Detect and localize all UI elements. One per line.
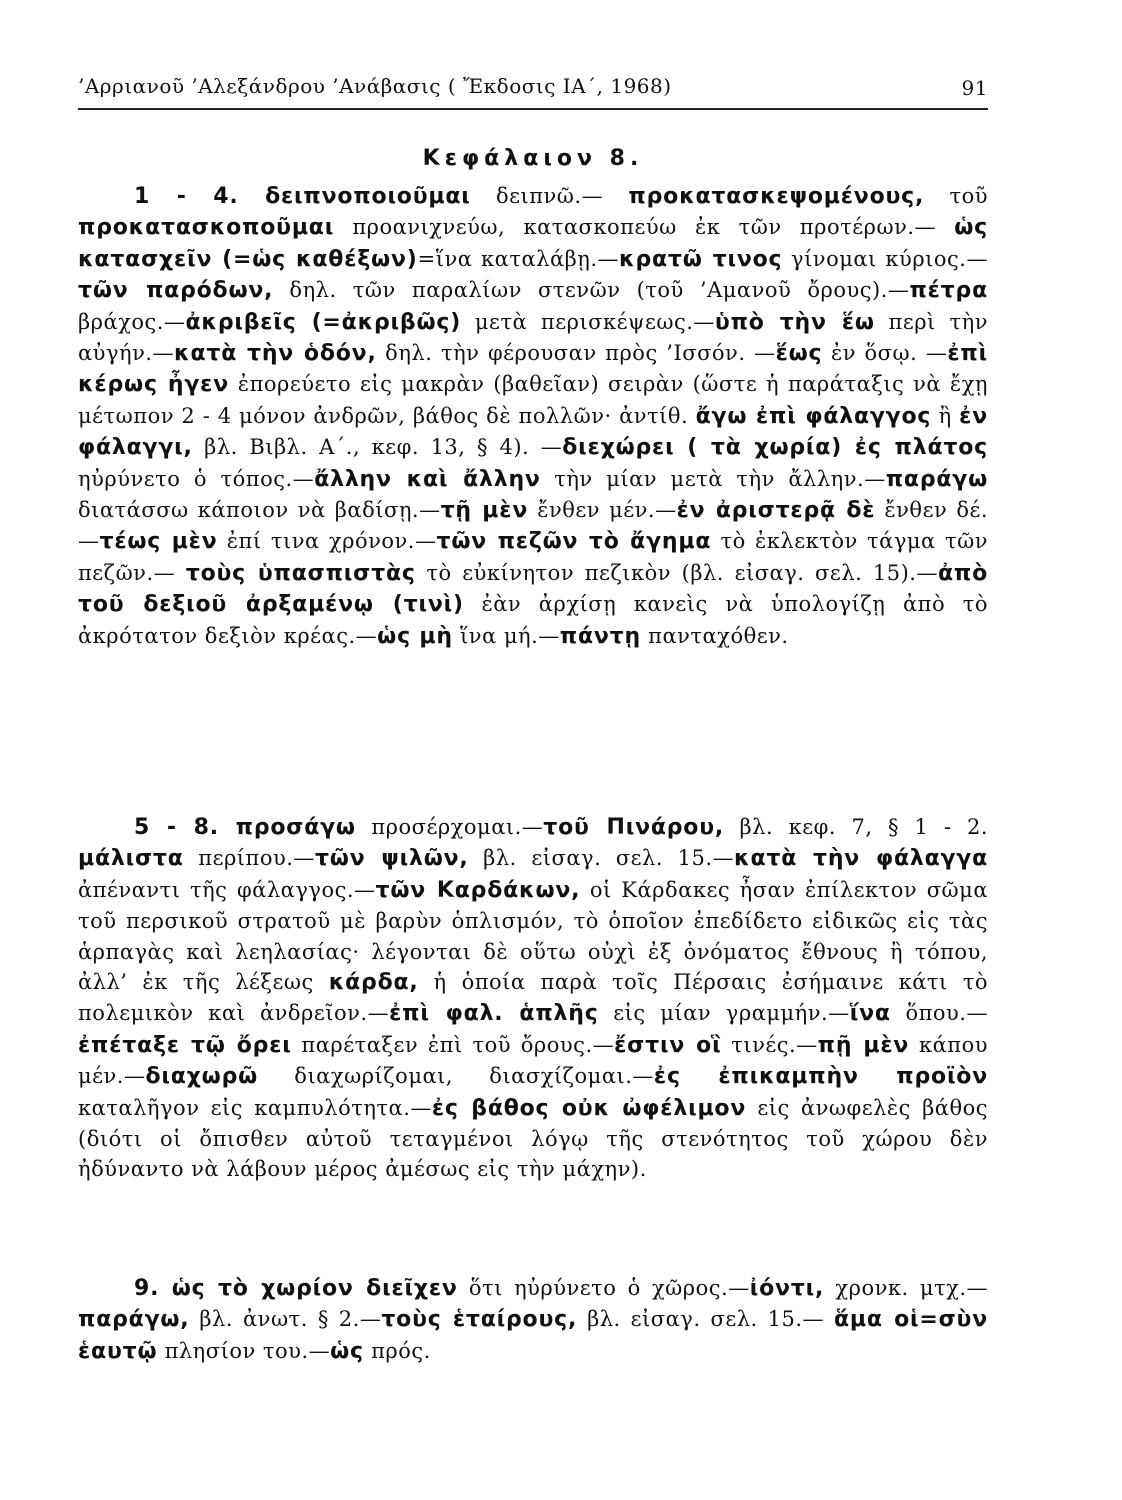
lemma-term: μάλιστα [78,846,184,872]
gloss-text: τοῦ [924,184,988,208]
gloss-text: βράχος.— [78,309,186,334]
lemma-term: κατὰ τὴν ὁδόν, [174,341,377,367]
gloss-text: οἱ Κάρδακες ἦσαν ἐπίλεκτον σῶμα τοῦ περσικοῦ στρατοῦ μὲ βαρὺν ὁπλισμόν, τὸ ὁποῖον ἐπεδίδετο εἰδικῶς εἰς τὰς ἁρπαγὰς καὶ λεηλασίας· λέγονται δὲ οὕτω οὐχὶ ἐξ ὀνόματος ἔθνους ἢ τόπου, ἀλλ’ ἐκ τῆς λέξεως [78,877,989,995]
gloss-text: περὶ τὴν αὐγήν.— [78,309,988,366]
lemma-term: τέως μὲν [99,529,218,555]
gloss-text: κάπου μέν.— [78,1032,989,1089]
lemma-term: ἄγω ἐπὶ φάλαγγος [695,403,932,429]
gloss-text: ἢ [931,403,960,428]
gloss-text: ἐπορεύετο εἰς μακρὰν (βαθεῖαν) σειρὰν (ὥστε ἡ παράταξις νὰ ἔχῃ μέτωπον 2 - 4 μόνον ἀνδρῶν, βάθος δὲ πολλῶν· ἀντίθ. [78,372,988,428]
commentary-paragraph [78,181,988,652]
lemma-term: τοὺς ἑταίρους, [381,1307,578,1333]
gloss-text: ἔνθεν μέν.— [528,498,677,523]
gloss-text: ἀπέναντι τῆς φάλαγγος.— [78,877,376,902]
lemma-term: πέτρα [909,278,988,304]
lemma-term: προκατασκοποῦμαι [78,215,335,241]
lemma-term: τῶν παρόδων, [78,278,274,304]
gloss-text: βλ. εἰσαγ. σελ. 15.— [468,846,735,871]
gloss-text: βλ. Βιβλ. Α΄., κεφ. 13, § 4). — [192,435,563,460]
gloss-text: προσέρχομαι.— [355,815,544,839]
gloss-text: πλησίον του.— [157,1338,331,1363]
lemma-term: κάρδα, [328,970,419,996]
lemma-term: 9. ὡς τὸ χωρίον διεῖχεν [134,1276,458,1301]
lemma-term: τῶν ψιλῶν, [314,846,469,872]
lemma-term: ἐπέταξε τῷ ὄρει [78,1032,292,1058]
lemma-term: πῇ μὲν [817,1032,910,1058]
gloss-text: εἰς ἀνωφελὲς βάθος (διότι οἱ ὄπισθεν αὐτοῦ τεταγμένοι λόγῳ τῆς στενότητος τοῦ χώρου δὲν ἠδύναντο νὰ λάβουν μέρος ἀμέσως εἰς τὴν μάχην). [78,1095,988,1182]
gloss-text: ὅπου.— [890,1001,988,1026]
lemma-term: ἵνα [849,1001,891,1027]
gloss-text: ηὐρύνετο ὁ τόπος.— [78,466,315,491]
lemma-term: διαχωρῶ [145,1064,259,1090]
gloss-text: βλ. ἀνωτ. § 2.— [189,1307,382,1332]
lemma-term: ὡς κατασχεῖν (=ὡς καθέξων) [78,215,988,272]
running-title: ’Αρριανοῦ ’Αλεξάνδρου ’Ανάβασις ( Ἔκδοσις ΙΑ΄, 1968) [78,74,672,98]
lemma-term: ἕως [775,341,823,367]
lemma-term: τοὺς ὑπασπιστὰς [185,560,416,586]
lemma-term: ἔστιν οἳ [614,1032,722,1058]
commentary-paragraph [78,1273,988,1367]
gloss-text: βλ. εἰσαγ. σελ. 15.— [577,1307,835,1332]
gloss-text: χρονκ. μτχ.— [824,1276,988,1300]
gloss-text: τὸ εὐκίνητον πεζικὸν (βλ. εἰσαγ. σελ. 15).— [415,560,938,585]
lemma-term: ἄλλην καὶ ἄλλην [314,466,541,492]
lemma-term: προκατασκεψομένους, [628,184,925,209]
lemma-term: ἐπὶ φαλ. ἁπλῆς [389,1001,599,1027]
lemma-term: πάντῃ [559,623,641,649]
lemma-term: ὡς μὴ [377,623,453,649]
gloss-text: μετὰ περισκέψεως.— [461,309,715,334]
gloss-text: πανταχόθεν. [641,623,789,648]
lemma-term: ἐν ἀριστερᾷ δὲ [676,498,876,524]
gloss-text: ἔνθεν δέ.— [78,498,989,554]
gloss-text: γίνομαι κύριος.— [782,246,988,271]
gloss-text: παρέταξεν ἐπὶ τοῦ ὄρους.— [291,1032,615,1057]
lemma-term: διεχώρει ( τὰ χωρία) ἐς πλάτος [562,435,988,461]
commentary-paragraph [78,812,988,1185]
lemma-term: παράγω [885,466,988,492]
gloss-text: τὸ ἐκλεκτὸν τάγμα τῶν πεζῶν.— [78,529,988,585]
gloss-text: δειπνῶ.— [470,184,629,208]
gloss-text: ἐπί τινα χρόνον.— [217,529,437,554]
lemma-term: ἐς ἐπικαμπὴν προϊὸν [653,1064,988,1090]
gloss-text: ἵνα μή.— [452,623,560,648]
lemma-term: ὑπὸ τὴν ἕω [714,309,875,335]
gloss-text: ἡ ὁποία παρὰ τοῖς Πέρσαις ἐσήμαινε κάτι τὸ πολεμικὸν καὶ ἀνδρεῖον.— [78,970,988,1026]
lemma-term: ἐπὶ κέρως ἦγεν [78,341,989,398]
lemma-term: ἀπὸ τοῦ δεξιοῦ ἀρξαμένῳ (τινὶ) [78,560,988,618]
lemma-term: 5 - 8. προσάγω [134,815,356,840]
gloss-text: δηλ. τῶν παραλίων στενῶν (τοῦ ’Αμανοῦ ὄρους).— [273,278,910,303]
lemma-term: τοῦ Πινάρου, [543,815,725,840]
page-number: 91 [961,76,988,100]
gloss-text: ἐν ὅσῳ. — [822,341,948,366]
gloss-text: τὴν μίαν μετὰ τὴν ἄλλην.— [540,466,886,491]
gloss-text: περίπου.— [183,846,315,871]
gloss-text: δηλ. τὴν φέρουσαν πρὸς ’Ισσόν. — [376,341,776,366]
lemma-term: κρατῶ τινος [619,246,783,272]
running-header [78,70,988,110]
lemma-term: ἰόντι, [749,1276,825,1301]
gloss-text: ἐὰν ἀρχίσῃ κανεὶς νὰ ὑπολογίζῃ ἀπὸ τὸ ἀκρότατον δεξιὸν κρέας.— [78,592,988,648]
chapter-title: Κεφάλαιον 8. [422,146,644,171]
lemma-term: τῶν Καρδάκων, [375,877,581,903]
gloss-text: ὅτι ηὐρύνετο ὁ χῶρος.— [457,1276,750,1300]
lemma-term: ἅμα οἱ=σὺν ἑαυτῷ [78,1307,988,1364]
gloss-text: πρός. [363,1338,431,1363]
lemma-term: ἀκριβεῖς (=ἀκριβῶς) [185,309,462,335]
lemma-term: τῇ μὲν [440,498,529,524]
gloss-text: =ἵνα καταλάβῃ.— [417,246,620,271]
gloss-text: διατάσσω κάποιον νὰ βαδίσῃ.— [78,498,441,523]
lemma-term: κατὰ τὴν φάλαγγα [734,846,989,872]
lemma-term: παράγω, [78,1307,190,1333]
gloss-text: διαχωρίζομαι, διασχίζομαι.— [258,1064,654,1089]
gloss-text: τινές.— [721,1032,818,1057]
lemma-term: ἐν φάλαγγι, [78,403,989,461]
lemma-term: 1 - 4. δειπνοποιοῦμαι [134,184,471,209]
gloss-text: προανιχνεύω, κατασκοπεύω ἐκ τῶν προτέρων.— [334,215,955,240]
gloss-text: εἰς μίαν γραμμήν.— [598,1001,850,1026]
lemma-term: ἐς βάθος οὐκ ὠφέλιμον [431,1095,747,1121]
gloss-text: καταλῆγον εἰς καμπυλότητα.— [78,1095,432,1120]
book-page [78,0,988,1500]
lemma-term: ὡς [330,1338,364,1364]
lemma-term: τῶν πεζῶν τὸ ἄγημα [436,529,712,555]
gloss-text: βλ. κεφ. 7, § 1 - 2. [724,815,988,839]
